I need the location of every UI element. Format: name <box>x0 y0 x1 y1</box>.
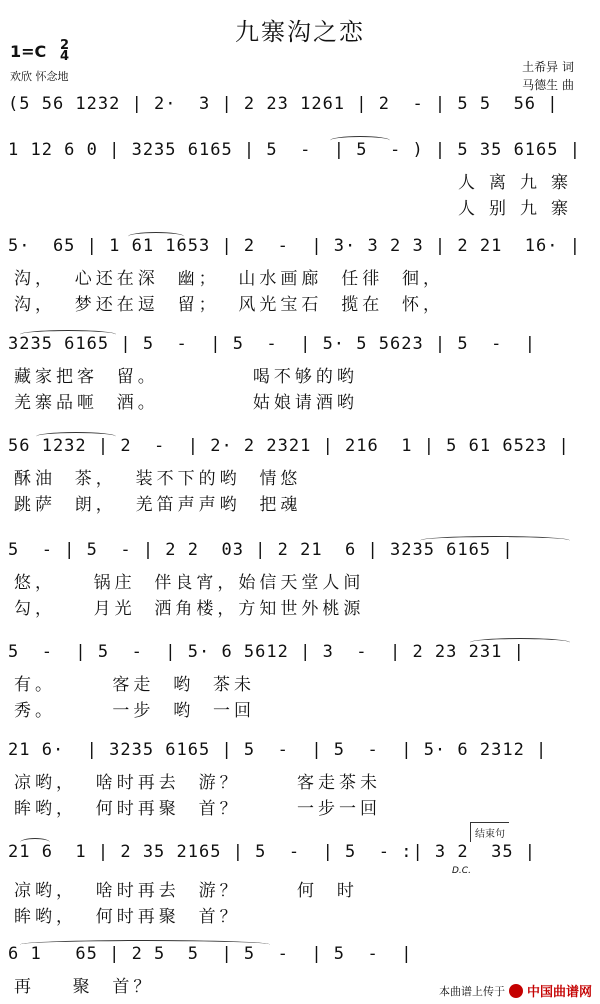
slur <box>330 136 390 145</box>
lyric-row-10-v1: 再 聚 首？ <box>14 977 155 997</box>
lyric-row-8-v1: 凉哟， 啥时再去 游？ 客走茶未 <box>14 773 382 793</box>
slur <box>20 940 270 949</box>
footer-text: 本曲谱上传于 <box>438 984 505 998</box>
lyric-row-8-v2: 眸哟， 何时再聚 首？ 一步一回 <box>14 799 382 819</box>
dc-mark: D.C. <box>452 866 471 876</box>
lyric-row-2-v1: 人离九寨 <box>458 173 582 193</box>
lyric-row-9-v2: 眸哟， 何时再聚 首？ <box>14 907 241 927</box>
slur <box>20 330 116 339</box>
music-row-10: 6 1 65 | 2 5 5 | 5 - | 5 - | <box>8 944 413 964</box>
time-sig-bottom: 4 <box>60 49 70 64</box>
music-row-1: (5 56 1232 | 2· 3 | 2 23 1261 | 2 - | 5 5 56 | <box>8 94 559 114</box>
lyric-row-6-v1: 悠， 锅庄 伴良宵，始信天堂人间 <box>14 573 365 593</box>
lyricist-credit: 土希异 词 <box>522 60 574 74</box>
lyric-row-6-v2: 勾， 月光 洒角楼，方知世外桃源 <box>14 599 365 619</box>
ending-bracket <box>470 822 509 842</box>
lyric-row-2-v2: 人别九寨 <box>458 199 582 219</box>
lyric-row-7-v1: 有。 客走 哟 茶未 <box>14 675 256 695</box>
lyric-row-5-v2: 跳萨 朗， 羌笛声声哟 把魂 <box>14 495 302 515</box>
lyric-row-3-v1: 沟， 心还在深 幽； 山水画廊 任徘 徊， <box>14 269 445 289</box>
footer-site: 中国曲谱网 <box>526 985 592 1000</box>
music-row-4: 3235 6165 | 5 - | 5 - | 5· 5 5623 | 5 - | <box>8 334 537 354</box>
slur <box>128 232 184 241</box>
lyric-row-3-v2: 沟， 梦还在逗 留； 风光宝石 揽在 怀， <box>14 295 445 315</box>
music-row-8: 21 6· | 3235 6165 | 5 - | 5 - | 5· 6 2312 | <box>8 740 548 760</box>
music-row-3: 5· 65 | 1 61 1653 | 2 - | 3· 3 2 3 | 2 21 16· | <box>8 236 581 256</box>
ending-label: 结束句 <box>475 829 505 840</box>
lyric-row-9-v1: 凉哟， 啥时再去 游？ 何 时 <box>14 881 358 901</box>
music-row-5: 56 1232 | 2 - | 2· 2 2321 | 216 1 | 5 61 6523 | <box>8 436 570 456</box>
slur <box>470 638 570 647</box>
lyric-row-7-v2: 秀。 一步 哟 一回 <box>14 701 256 721</box>
music-row-6: 5 - | 5 - | 2 2 03 | 2 21 6 | 3235 6165 | <box>8 540 514 560</box>
lyric-row-5-v1: 酥油 茶， 装不下的哟 情悠 <box>14 469 302 489</box>
song-title: 九寨沟之恋 <box>235 18 365 46</box>
tempo-marking: 欢欣 怀念地 <box>10 70 69 83</box>
music-row-7: 5 - | 5 - | 5· 6 5612 | 3 - | 2 23 231 | <box>8 642 525 662</box>
music-row-9: 21 6 1 | 2 35 2165 | 5 - | 5 - :| 3 2 35 | <box>8 842 537 862</box>
time-signature <box>60 40 69 62</box>
slur <box>420 536 570 545</box>
music-row-2: 1 12 6 0 | 3235 6165 | 5 - | 5 - ) | 5 35 6165 | <box>8 140 581 160</box>
key-signature: 1=C <box>10 42 47 61</box>
site-logo-icon <box>509 984 523 998</box>
slur <box>20 838 50 847</box>
lyric-row-4-v1: 藏家把客 留。 喝不够的哟 <box>14 367 358 387</box>
slur <box>36 432 116 441</box>
time-sig-top: 2 <box>60 38 70 53</box>
lyric-row-4-v2: 羌寨品咂 酒。 姑娘请酒哟 <box>14 393 358 413</box>
composer-credit: 马德生 曲 <box>522 78 574 92</box>
footer-watermark <box>439 981 592 1000</box>
